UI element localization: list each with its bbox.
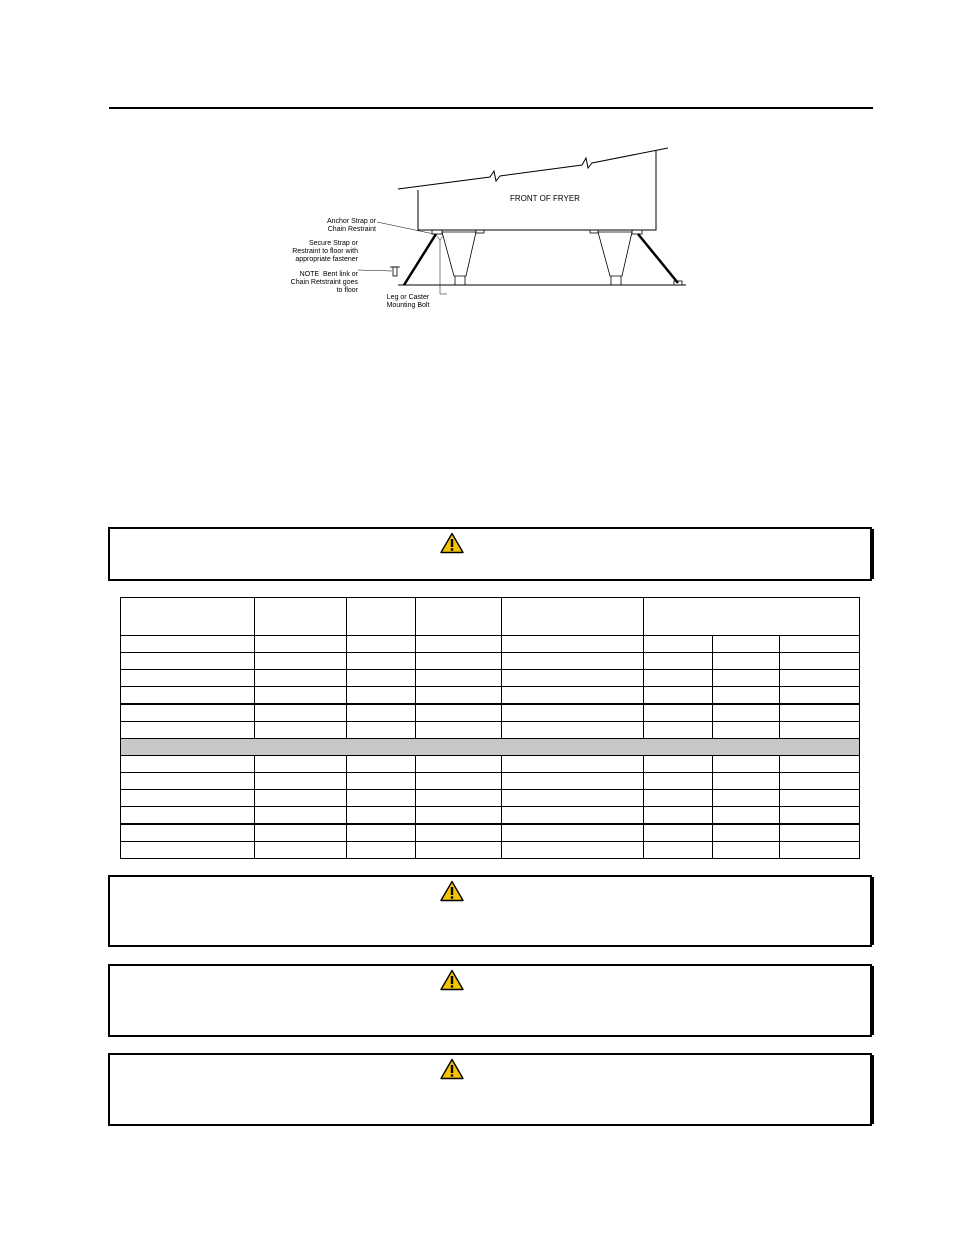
header-rule — [109, 107, 873, 109]
table-header-cell — [346, 598, 415, 636]
table-row — [121, 670, 860, 687]
warning-box-4 — [108, 1053, 872, 1126]
table-row — [121, 773, 860, 790]
warning-box-2 — [108, 875, 872, 947]
fryer-restraint-diagram — [290, 140, 710, 320]
table-header-cell — [415, 598, 502, 636]
anchor-strap-label: Anchor Strap or Chain Restraint — [326, 218, 376, 233]
front-of-fryer-label: FRONT OF FRYER — [510, 194, 580, 203]
warning-box-1 — [108, 527, 872, 581]
table-row — [121, 704, 860, 722]
table-header-cell — [644, 598, 860, 636]
mounting-bolt-label: Leg or Caster Mounting Bolt — [386, 294, 430, 309]
warning-triangle-icon — [440, 880, 464, 902]
secure-strap-label: Secure Strap or Restraint to floor with appropriate fastener — [292, 240, 358, 263]
warning-triangle-icon — [440, 1058, 464, 1080]
table-header-cell — [121, 598, 255, 636]
table-header-cell — [254, 598, 346, 636]
table-row — [121, 842, 860, 859]
table-row — [121, 687, 860, 705]
warning-triangle-icon — [440, 969, 464, 991]
table-header-cell — [502, 598, 644, 636]
table-row — [121, 807, 860, 825]
warning-triangle-icon — [440, 532, 464, 554]
table-row — [121, 722, 860, 739]
note-label: NOTE Bent link or Chain Retstraint goes to floor — [290, 271, 358, 294]
spec-table — [120, 597, 860, 859]
table-header-row — [121, 598, 860, 636]
table-row — [121, 824, 860, 842]
warning-box-3 — [108, 964, 872, 1037]
table-section-band — [121, 739, 860, 756]
table-row — [121, 636, 860, 653]
table-row — [121, 790, 860, 807]
table-row — [121, 756, 860, 773]
table-row — [121, 653, 860, 670]
